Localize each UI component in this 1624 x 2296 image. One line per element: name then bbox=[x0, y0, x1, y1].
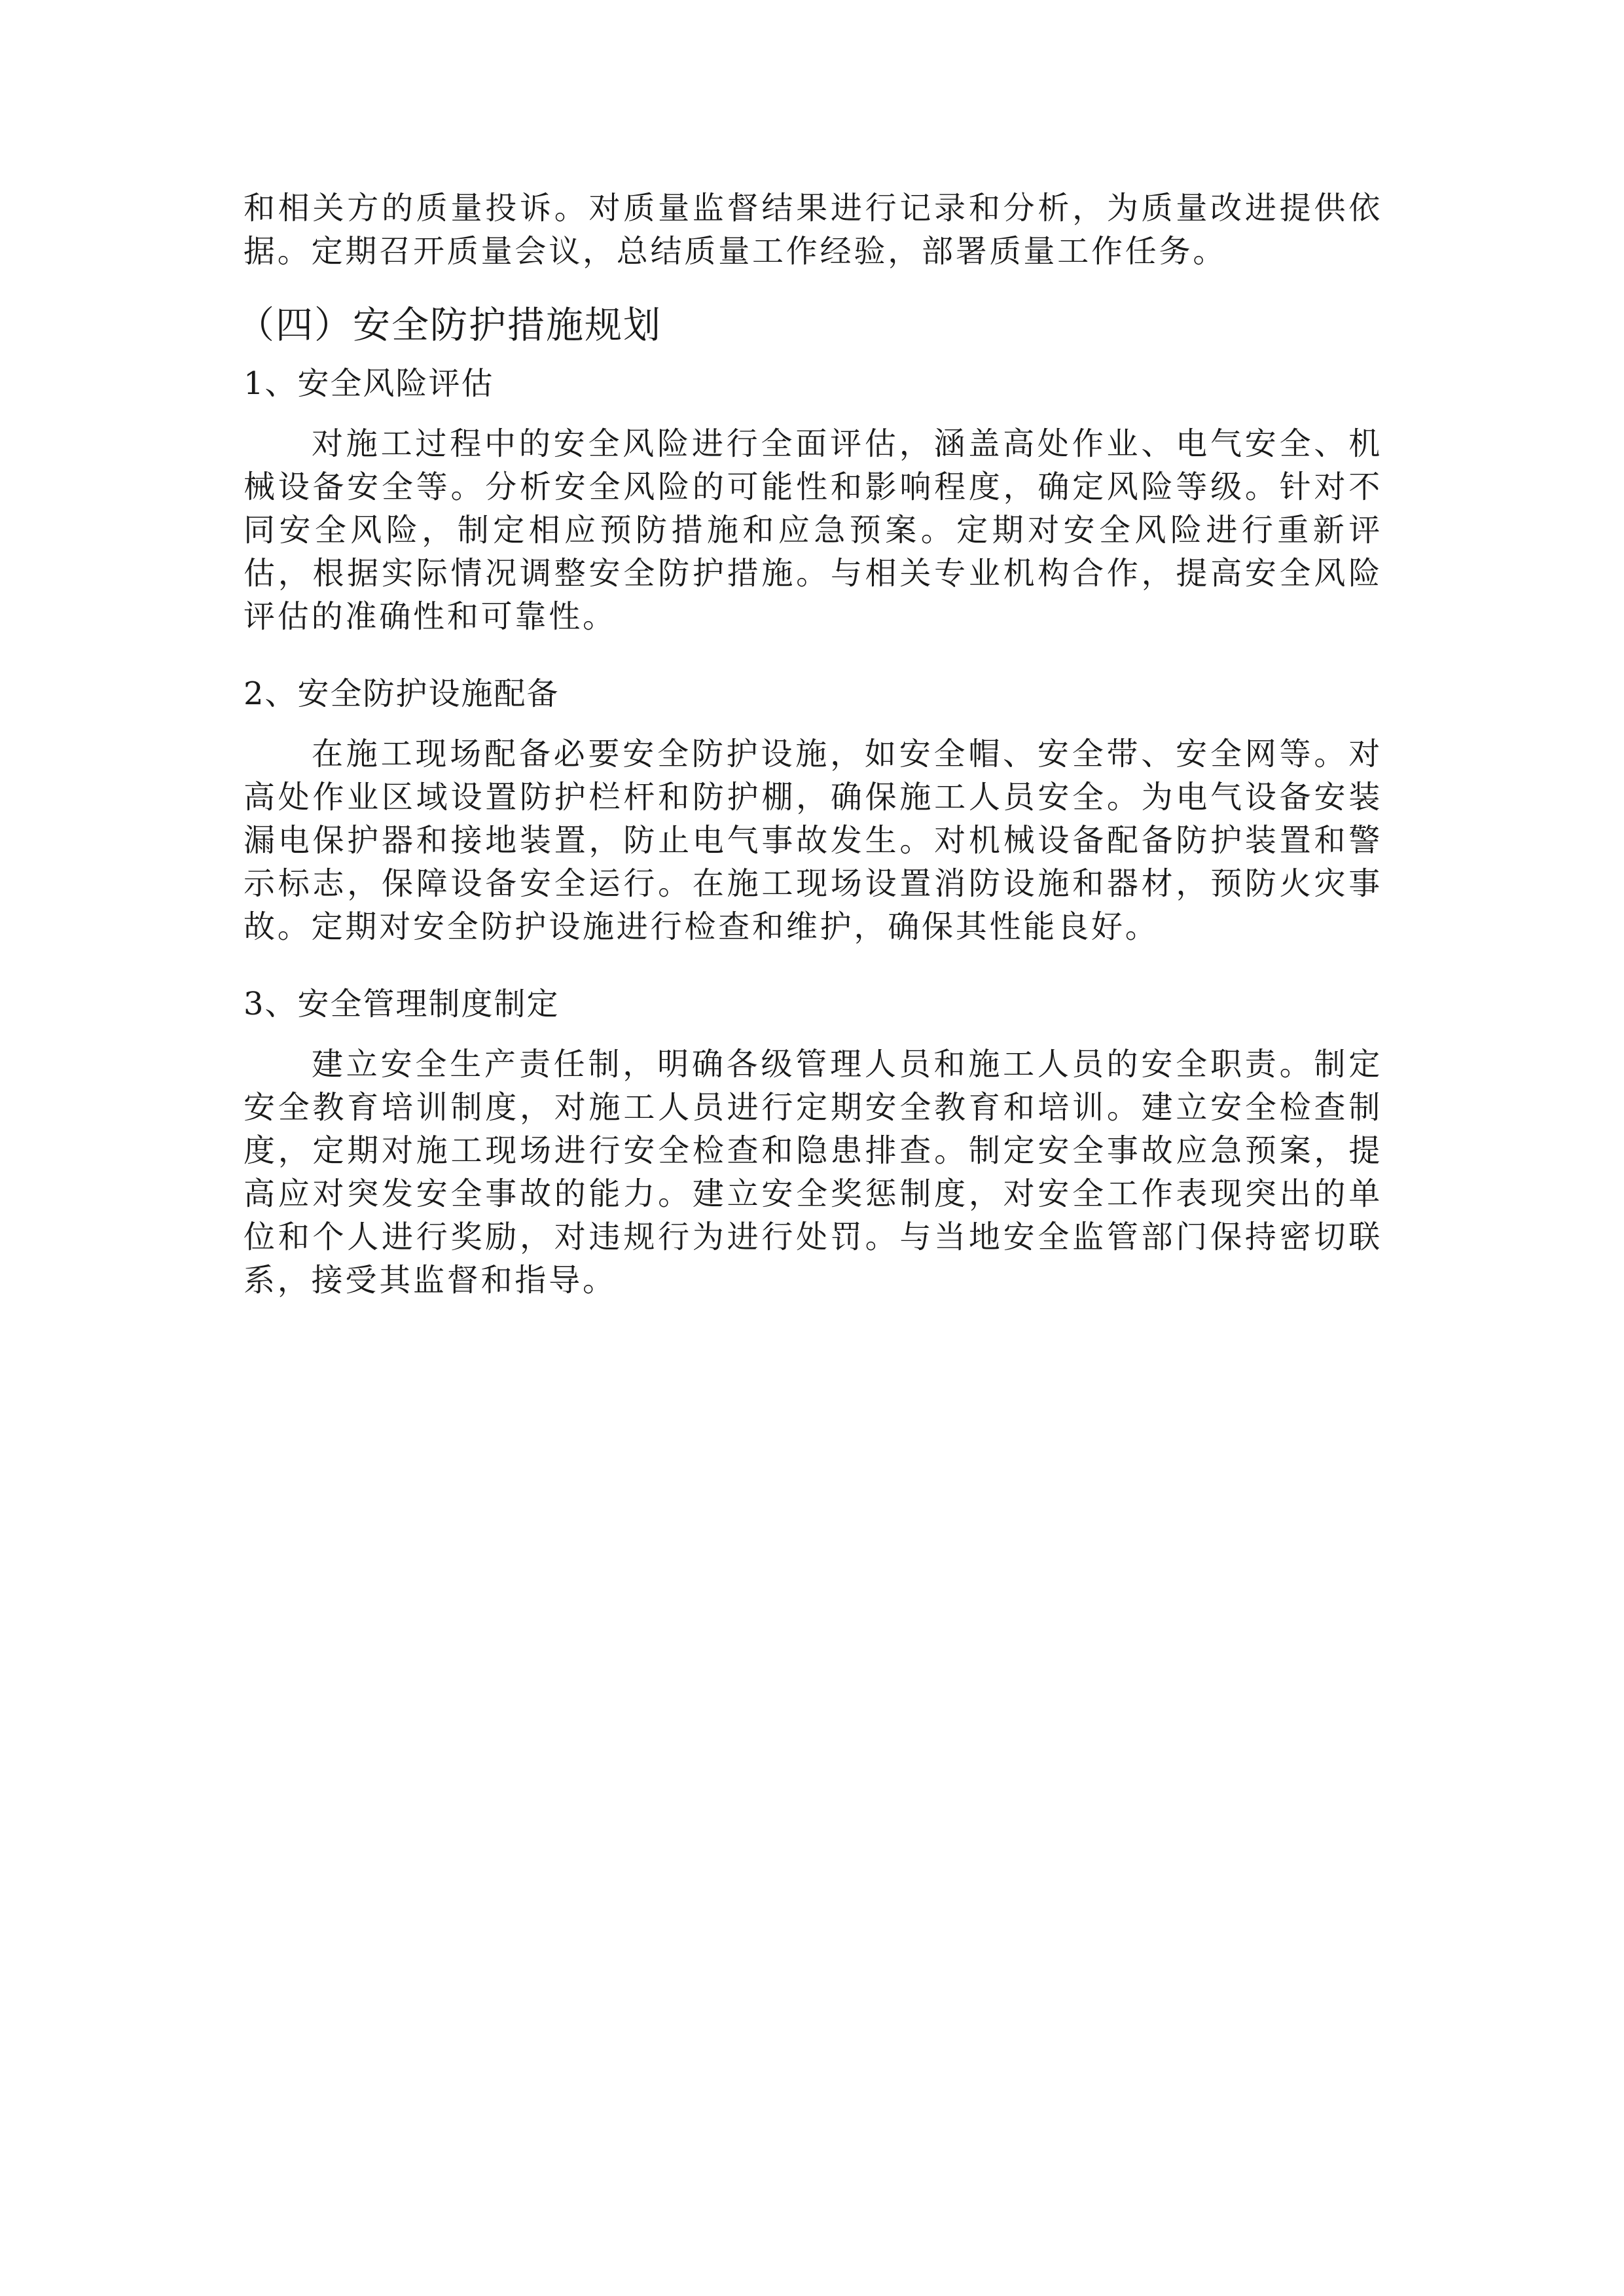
page-content bbox=[237, 187, 1382, 1336]
section-title: （四）安全防护措施规划 bbox=[237, 304, 662, 347]
subsection-body: 建立安全生产责任制，明确各级管理人员和施工人员的安全职责。制定安全教育培训制度，对施工人员进行定期安全教育和培训。建立安全检查制度，定期对施工现场进行安全检查和隐患排查。制定安全事故应急预案，提高应对突发安全事故的能力。建立安全奖惩制度，对安全工作表现突出的单位和个人进行奖励，对违规行为进行处罚。与当地安全监管部门保持密切联系，接受其监督和指导。 bbox=[244, 1046, 1382, 1299]
continuation-paragraph: 和相关方的质量投诉。对质量监督结果进行记录和分析，为质量改进提供依据。定期召开质量会议，总结质量工作经验，部署质量工作任务。 bbox=[244, 190, 1382, 270]
subsection-risk-assessment bbox=[244, 362, 1382, 638]
subsection-protective-facilities bbox=[244, 672, 1382, 948]
subsection-body: 在施工现场配备必要安全防护设施，如安全帽、安全带、安全网等。对高处作业区域设置防护栏杆和防护棚，确保施工人员安全。为电气设备安装漏电保护器和接地装置，防止电气事故发生。对机械设备配备防护装置和警示标志，保障设备安全运行。在施工现场设置消防设施和器材，预防火灾事故。定期对安全防护设施进行检查和维护，确保其性能良好。 bbox=[244, 736, 1382, 945]
subsection-management-rules bbox=[244, 982, 1382, 1302]
subsection-title: 2、安全防护设施配备 bbox=[244, 675, 560, 712]
subsection-title: 1、安全风险评估 bbox=[244, 365, 494, 402]
subsection-body: 对施工过程中的安全风险进行全面评估，涵盖高处作业、电气安全、机械设备安全等。分析安全风险的可能性和影响程度，确定风险等级。针对不同安全风险，制定相应预防措施和应急预案。定期对安全风险进行重新评估，根据实际情况调整安全防护措施。与相关专业机构合作，提高安全风险评估的准确性和可靠性。 bbox=[244, 425, 1382, 635]
subsection-title: 3、安全管理制度制定 bbox=[244, 986, 560, 1022]
